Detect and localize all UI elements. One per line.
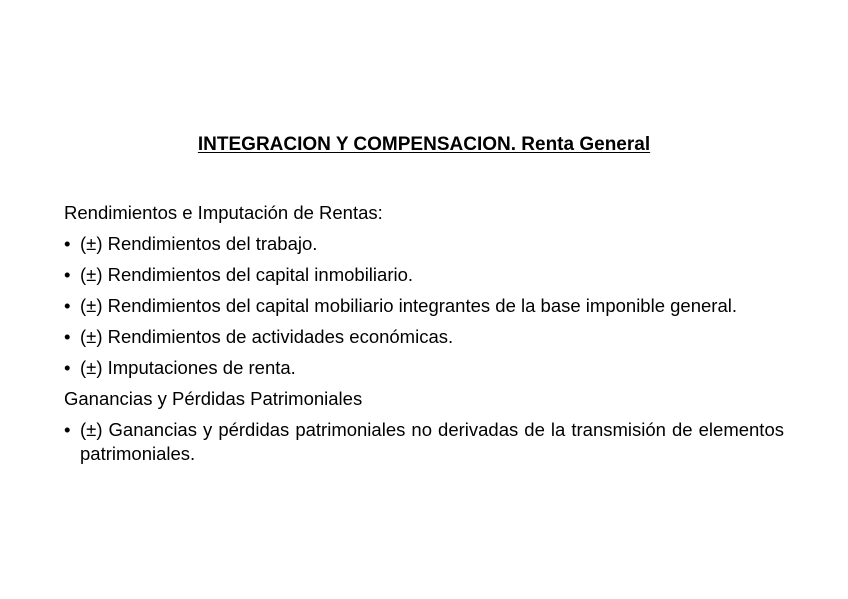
list-item: [64, 263, 784, 287]
bullet-icon: •: [64, 264, 71, 285]
list-item-text: (±) Rendimientos del trabajo.: [80, 233, 318, 254]
list-item-text: (±) Rendimientos de actividades económicas.: [80, 326, 454, 347]
slide-content: [64, 201, 784, 473]
bullet-icon: •: [64, 295, 71, 316]
list-item: [64, 418, 784, 466]
list-item: [64, 232, 784, 256]
list-item: [64, 356, 784, 380]
list-item-text: (±) Imputaciones de renta.: [80, 357, 296, 378]
rendimientos-list: [64, 232, 784, 380]
list-item-text: (±) Ganancias y pérdidas patrimoniales no derivadas de la transmisión de elementos patrimoniales.: [80, 419, 784, 464]
slide-title-text: INTEGRACION Y COMPENSACION. Renta General: [197, 134, 651, 155]
list-item: [64, 294, 784, 318]
section-heading-ganancias: Ganancias y Pérdidas Patrimoniales: [64, 388, 363, 409]
list-item-text: (±) Rendimientos del capital inmobiliario.: [80, 264, 414, 285]
slide-title: [0, 133, 848, 157]
bullet-icon: •: [64, 233, 71, 254]
ganancias-list: [64, 418, 784, 466]
section-heading-rendimientos: Rendimientos e Imputación de Rentas:: [64, 202, 383, 223]
list-item-text: (±) Rendimientos del capital mobiliario integrantes de la base imponible general.: [80, 295, 737, 316]
bullet-icon: •: [64, 326, 71, 347]
list-item: [64, 325, 784, 349]
bullet-icon: •: [64, 357, 71, 378]
bullet-icon: •: [64, 419, 71, 440]
